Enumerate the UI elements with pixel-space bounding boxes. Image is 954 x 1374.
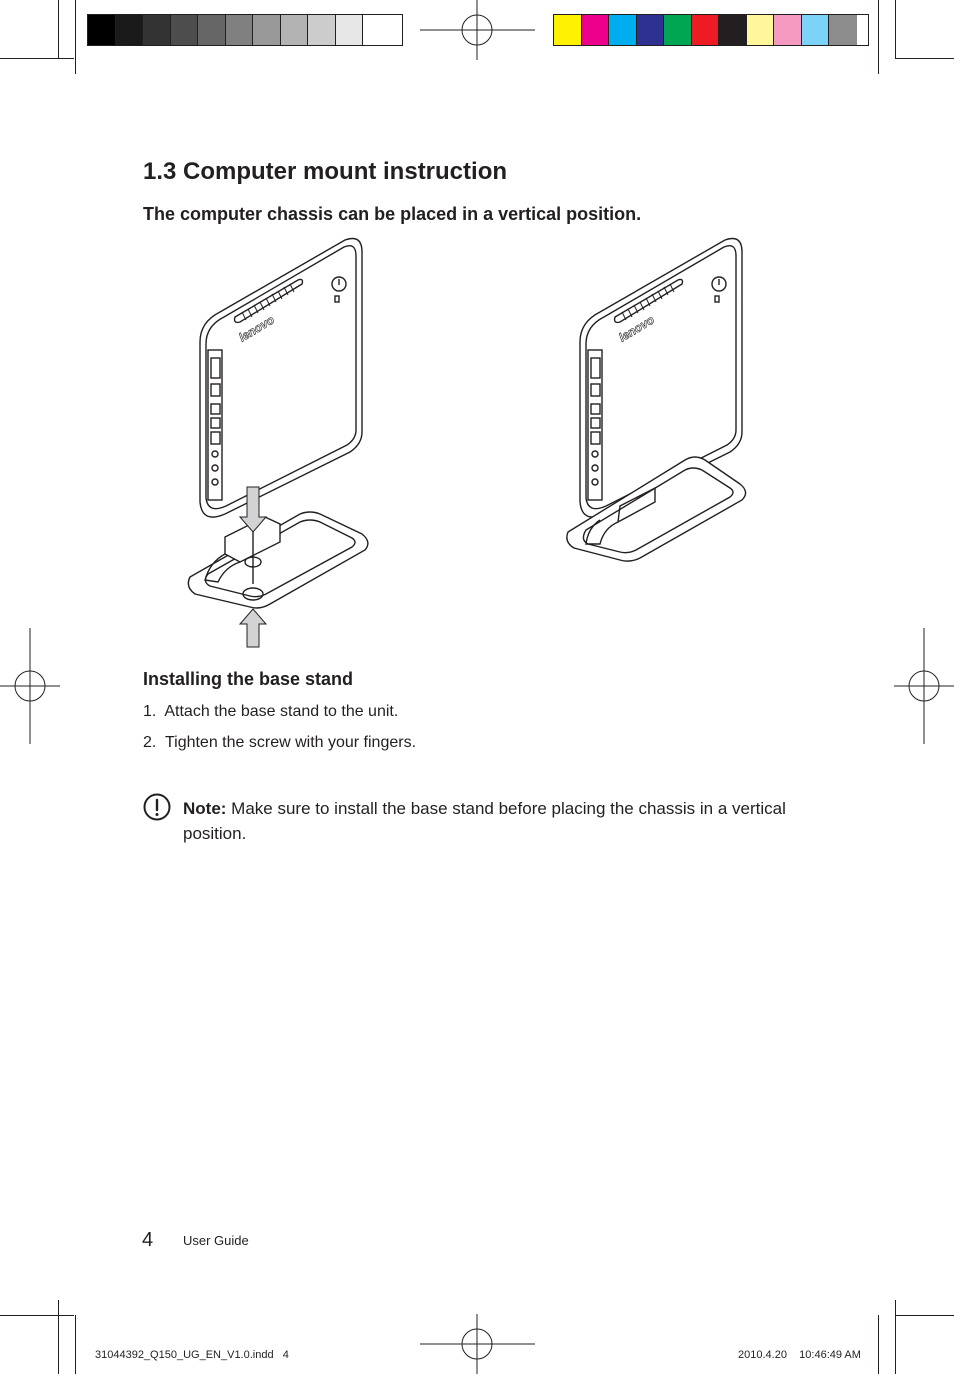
color-swatch	[143, 15, 171, 45]
registration-mark-top	[420, 0, 535, 60]
note-text	[183, 796, 793, 846]
color-swatch	[609, 15, 637, 45]
page-label: User Guide	[183, 1233, 249, 1248]
color-swatch	[802, 15, 830, 45]
illustration-install-stand	[180, 232, 380, 652]
color-swatch	[198, 15, 226, 45]
print-timestamp: 2010.4.20 10:46:49 AM	[738, 1349, 861, 1361]
registration-mark-bottom	[420, 1314, 535, 1374]
page-number: 4	[142, 1229, 154, 1251]
step-text: Tighten the screw with your fingers.	[164, 734, 417, 751]
color-swatch	[829, 15, 857, 45]
illustration-assembled	[560, 232, 760, 572]
step-number: 2.	[143, 734, 157, 751]
color-swatch	[747, 15, 775, 45]
color-bar	[553, 14, 869, 46]
install-heading: Installing the base stand	[143, 669, 354, 689]
color-swatch	[637, 15, 665, 45]
logo-text-left: lenovo	[236, 312, 277, 345]
color-swatch	[226, 15, 254, 45]
color-swatch	[336, 15, 364, 45]
color-swatch	[554, 15, 582, 45]
color-swatch	[664, 15, 692, 45]
grayscale-bar	[87, 14, 403, 46]
section-title: 1.3 Computer mount instruction	[143, 158, 508, 185]
file-slug: 31044392_Q150_UG_EN_V1.0.indd 4	[95, 1349, 289, 1361]
color-swatch	[363, 15, 391, 45]
color-swatch	[281, 15, 309, 45]
install-step-2	[143, 734, 416, 752]
color-swatch	[719, 15, 747, 45]
registration-mark-right	[894, 628, 954, 744]
note-label: Note:	[183, 799, 227, 818]
registration-mark-left	[0, 628, 60, 744]
color-swatch	[88, 15, 116, 45]
install-step-1	[143, 703, 398, 721]
color-swatch	[171, 15, 199, 45]
note-body: Make sure to install the base stand before placing the chassis in a vertical position.	[183, 799, 786, 843]
color-swatch	[308, 15, 336, 45]
warning-icon	[142, 792, 172, 822]
logo-text-right: lenovo	[616, 312, 657, 345]
color-swatch	[774, 15, 802, 45]
color-swatch	[692, 15, 720, 45]
color-swatch	[116, 15, 144, 45]
step-text: Attach the base stand to the unit.	[164, 703, 399, 720]
step-number: 1.	[143, 703, 157, 720]
section-subtitle: The computer chassis can be placed in a vertical position.	[143, 204, 642, 224]
color-swatch	[253, 15, 281, 45]
color-swatch	[582, 15, 610, 45]
